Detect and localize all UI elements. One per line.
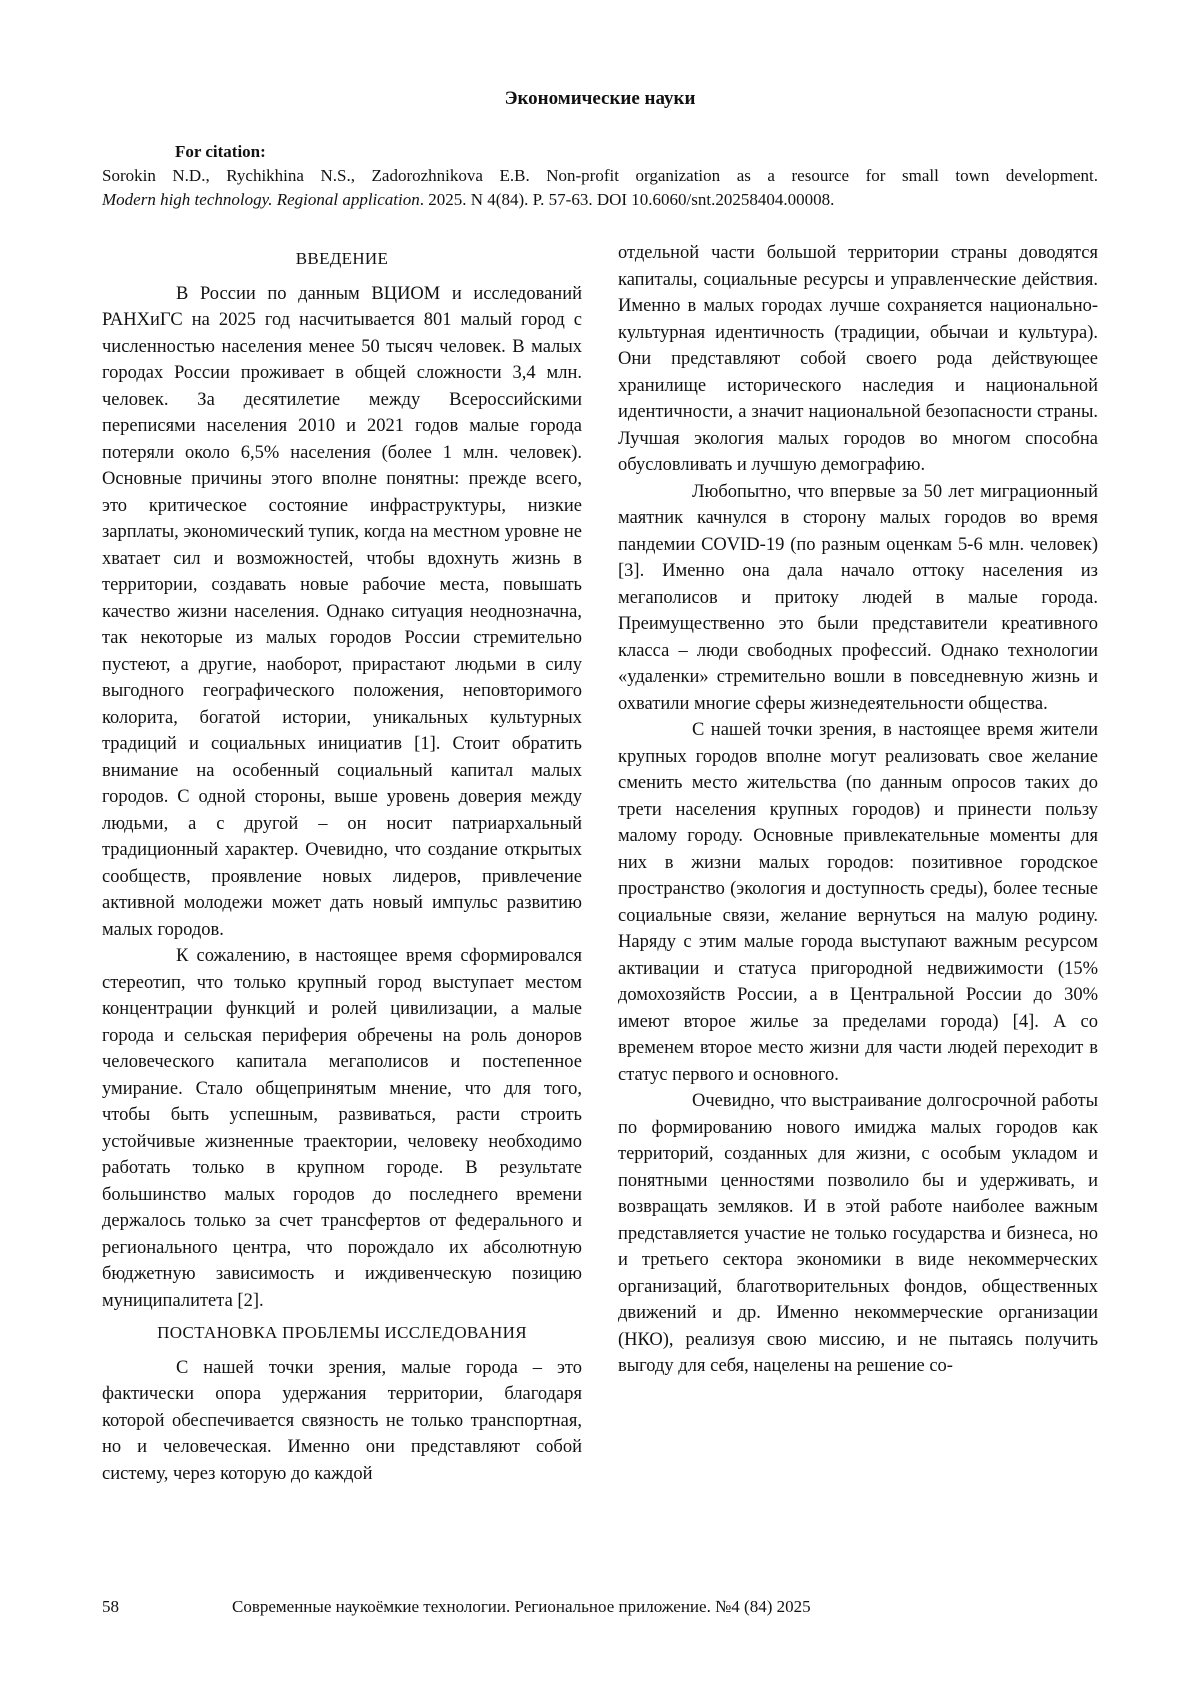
page-number: 58 (102, 1597, 119, 1616)
paragraph: С нашей точки зрения, в настоящее время жители крупных городов вполне могут реализовать свое желание сменить место жительства (по данным опросов таких до трети населения крупных городов) и принести пользу малому городу. Основные привлекательные моменты для них в жизни малых городов: позитивное городское пространство (экология и доступность среды), более тесные социальные связи, желание вернуться на малую родину. Наряду с этим малые города выступают важным ресурсом активации и статуса пригородной недвижимости (15% домохозяйств России, а в Центральной России до 30% имеют второе жилье за пределами города) [4]. А со временем второе место жизни для части людей переходит в статус первого и основного. (618, 720, 1098, 1085)
citation-journal: Modern high technology. Regional application (102, 190, 420, 209)
heading-introduction: ВВЕДЕНИЕ (295, 249, 389, 268)
citation-source-line (102, 188, 1098, 212)
article-body (102, 240, 1098, 1520)
footer-journal-title: Современные наукоёмкие технологии. Региональное приложение. №4 (84) 2025 (232, 1597, 811, 1616)
paragraph: С нашей точки зрения, малые города – это фактически опора удержания территории, благодаря которой обеспечивается связность не только транспортная, но и человеческая. Именно они представляют собой систему, через которую до каждой (102, 1357, 582, 1484)
citation-details: . 2025. N 4(84). P. 57-63. DOI 10.6060/snt.20258404.00008. (419, 190, 835, 209)
citation-block (102, 140, 1098, 212)
section-title: Экономические науки (504, 88, 696, 109)
paragraph: К сожалению, в настоящее время сформировался стереотип, что только крупный город выступает местом концентрации функций и ролей цивилизации, а малые города и сельская периферия обречены на роль доноров человеческого капитала мегаполисов и постепенное умирание. Стало общепринятым мнение, что для того, чтобы быть успешным, развиваться, расти строить устойчивые жизненные траектории, человеку необходимо работать только в крупном городе. В результате большинство малых городов до последнего времени держалось только за счет трансфертов от федерального и регионального центра, что порождало их абсолютную бюджетную зависимость и иждивенческую позицию муниципалитета [2]. (102, 946, 582, 1311)
paragraph: Очевидно, что выстраивание долгосрочной работы по формированию нового имиджа малых городов как территорий, созданных для жизни, с особым укладом и понятными ценностями позволило бы и удерживать, и возвращать земляков. И в этой работе наиболее важным представляется участие не только государства и бизнеса, но и третьего сектора экономики в виде некоммерческих организаций, благотворительных фондов, общественных движений и др. Именно некоммерческие организации (НКО), реализуя свою миссию, и не пытаясь получить выгоду для себя, нацелены на решение со- (618, 1091, 1098, 1376)
citation-authors-line: Sorokin N.D., Rychikhina N.S., Zadorozhnikova E.B. Non-profit organization as a resource for small town development. (102, 166, 1098, 185)
right-column (618, 240, 1098, 1380)
paragraph: Любопытно, что впервые за 50 лет миграционный маятник качнулся в сторону малых городов во время пандемии COVID-19 (по разным оценкам 5-6 млн. человек) [3]. Именно она дала начало оттоку населения из мегаполисов и притоку людей в малые города. Преимущественно это были представители креативного класса – люди свободных профессий. Однако технологии «удаленки» стремительно вошли в повседневную жизнь и охватили многие сферы жизнедеятельности общества. (618, 481, 1098, 714)
paragraph-continued: отдельной части большой территории страны доводятся капиталы, социальные ресурсы и управленческие действия. Именно в малых городах лучше сохраняется национально-культурная идентичность (традиции, обычаи и культура). Они представляют собой своего рода действующее хранилище исторического наследия и национальной идентичности, а значит национальной безопасности страны. Лучшая экология малых городов во многом способна обусловливать и лучшую демографию. (618, 243, 1098, 475)
paragraph: В России по данным ВЦИОМ и исследований РАНХиГС на 2025 год насчитывается 801 малый город с численностью населения менее 50 тысяч человек. В малых городах России проживает в общей сложности 3,4 млн. человек. За десятилетие между Всероссийскими переписями населения 2010 и 2021 годов малые города потеряли около 6,5% населения (более 1 млн. человек). Основные причины этого вполне понятны: прежде всего, это критическое состояние инфраструктуры, низкие зарплаты, экономический тупик, когда на местном уровне не хватает сил и возможностей, чтобы вдохнуть жизнь в территории, создавать новые рабочие места, повышать качество жизни населения. Однако ситуация неоднозначна, так некоторые из малых городов России стремительно пустеют, а другие, наоборот, прирастают людьми в силу выгодного географического положения, неповторимого колорита, богатой истории, уникальных культурных традиций и социальных инициатив [1]. Стоит обратить внимание на особенный социальный капитал малых городов. С одной стороны, выше уровень доверия между людьми, а с другой – он носит патриархальный традиционный характер. Очевидно, что создание открытых сообществ, проявление новых лидеров, привлечение активной молодежи может дать новый импульс развитию малых городов. (102, 283, 582, 940)
citation-label: For citation: (175, 142, 266, 161)
left-column (102, 240, 582, 1487)
heading-problem-statement: ПОСТАНОВКА ПРОБЛЕМЫ ИССЛЕДОВАНИЯ (157, 1323, 527, 1342)
